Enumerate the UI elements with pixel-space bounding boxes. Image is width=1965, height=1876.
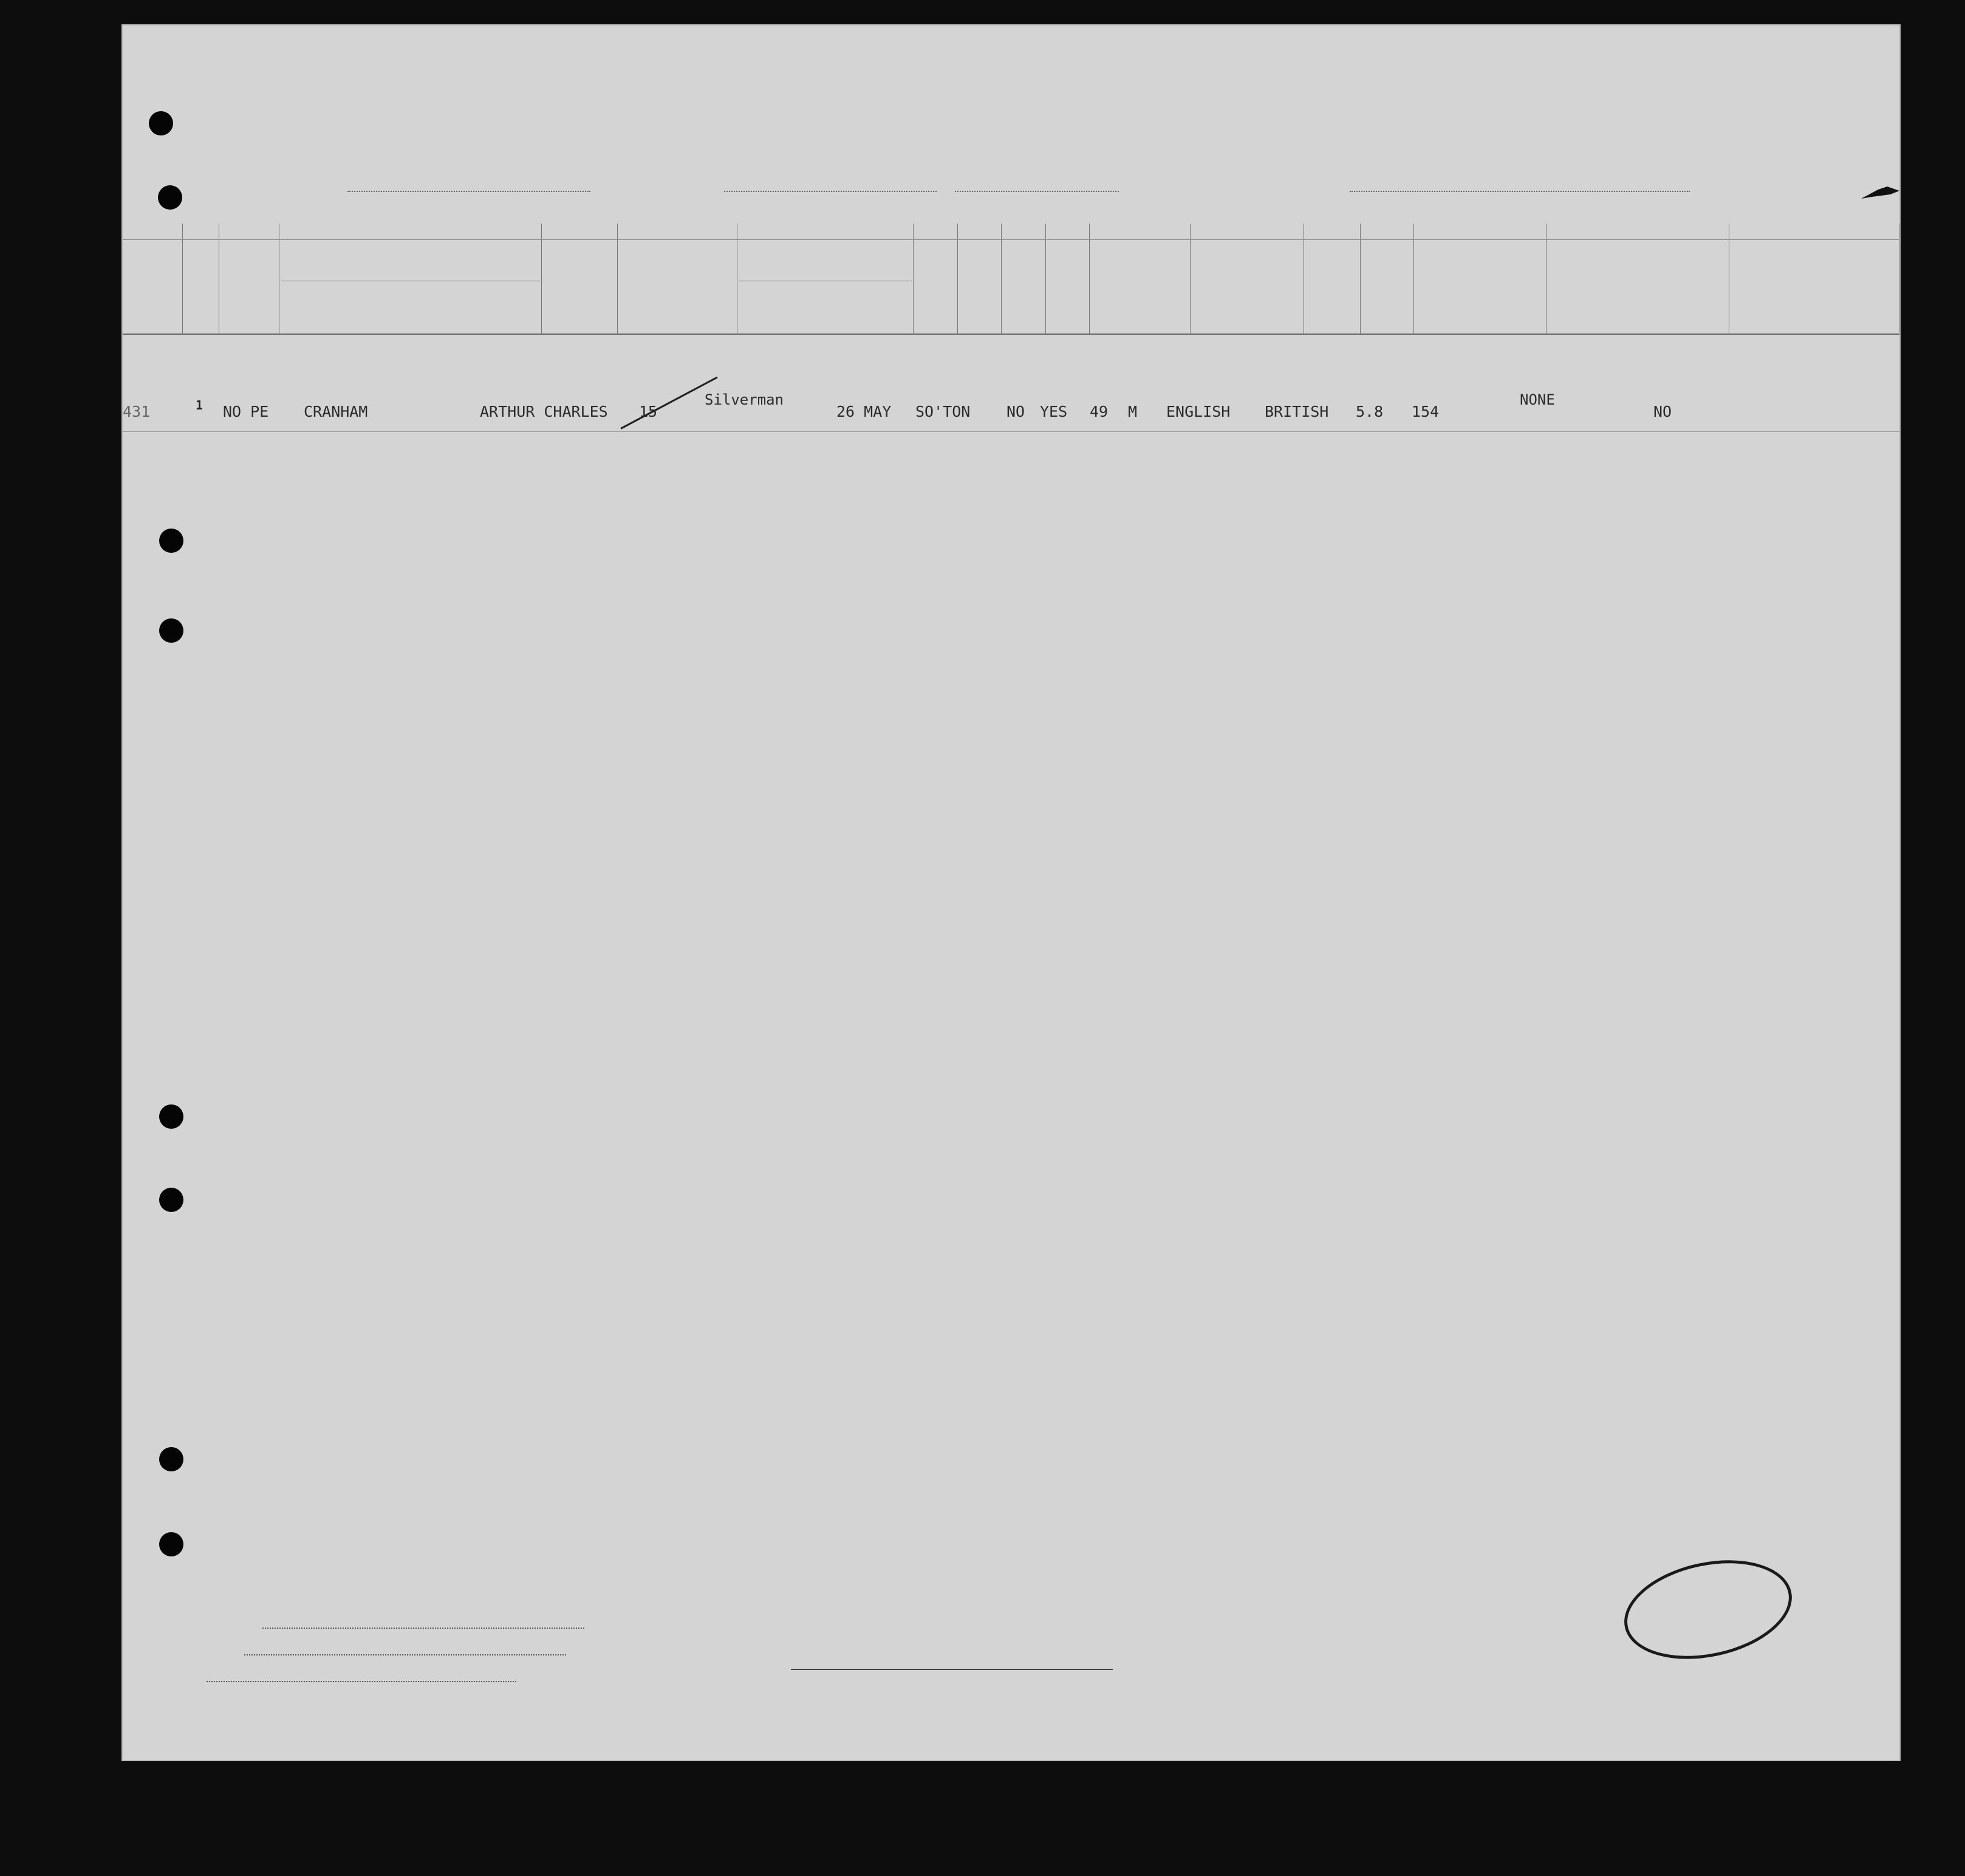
header-name-in-full [279,240,541,335]
header-position [617,240,737,335]
header-shipped-engaged [737,240,913,335]
header-no-on-list [183,240,219,335]
col-num-11 [1090,224,1191,240]
punch-hole [159,618,183,643]
header-inspector-action [1729,240,1899,335]
vessel-name [347,191,590,192]
stamp-office [1620,1554,1780,1588]
col-num-12 [1191,224,1304,240]
footer-fields [202,1612,584,1693]
column-headers [123,224,1899,335]
header-art-no [123,240,183,335]
col-num-6 [737,224,913,240]
column-label-row [123,240,1899,335]
cell-art: 431 [123,403,151,420]
header-age [1002,240,1046,335]
stamp-port [1620,1554,1780,1588]
handwritten-mark [1860,183,1902,202]
header-height [1304,240,1360,335]
cell-age: 49 [1090,403,1109,420]
col-num-9 [1002,224,1046,240]
punch-hole [149,111,173,135]
col-num-7 [913,224,957,240]
cell-when: 26 MAY [836,403,892,420]
col-num-8 [957,224,1002,240]
from-port [1350,191,1690,192]
header-last-voyage [219,240,279,335]
header-length-of-service [542,240,617,335]
col-num-3 [279,224,541,240]
crew-row [123,391,1899,432]
col-num-15 [1414,224,1546,240]
header-race [1090,240,1191,335]
header-name-label [281,275,540,281]
column-number-row [123,224,1899,240]
col-num-2 [219,224,279,240]
cell-race: ENGLISH [1166,403,1231,420]
col-num-14 [1361,224,1414,240]
mercantile-marine-stamp [1615,1546,1801,1674]
col-num-10 [1045,224,1090,240]
header-remarks [1546,240,1729,335]
header-physical-marks [1414,240,1546,335]
signature-line [791,1669,1113,1670]
agents-field [202,1666,584,1693]
header-able-to-read [957,240,1002,335]
cell-family: CRANHAM [304,403,368,420]
line-field [202,1612,584,1639]
punch-hole [159,1104,183,1129]
stamp-date [1620,1554,1780,1588]
cell-wt: 154 [1412,403,1440,420]
cell-rem: NO [1653,403,1672,420]
cell-nat: BRITISH [1265,403,1329,420]
punch-hole [159,1188,183,1212]
cell-pos: Silverman [705,391,784,408]
cell-disch: NO [1006,403,1025,420]
cell-phys: NONE [1520,391,1555,408]
stamp-number [1620,1554,1780,1588]
punch-hole [159,1532,183,1556]
header-sex [1045,240,1090,335]
cell-read: YES [1040,403,1068,420]
arriving-port [724,191,937,192]
cell-crew: NO PE [223,403,269,420]
col-num-16 [1546,224,1729,240]
header-discharged [913,240,957,335]
header-weight [1361,240,1414,335]
cell-no: 1 [196,398,203,413]
service-check-mark [620,377,717,430]
punch-hole [159,529,183,553]
col-num-4 [542,224,617,240]
cell-sex: M [1128,403,1138,420]
manifest-sheet [121,24,1901,1761]
col-num-1 [183,224,219,240]
punch-hole [158,185,182,210]
row-rule [123,431,1899,432]
col-num-5 [617,224,737,240]
vessel-line [287,190,1836,214]
cell-ht: 5.8 [1356,403,1384,420]
col-num-13 [1304,224,1360,240]
col-num-17 [1729,224,1899,240]
owners-field [202,1639,584,1666]
cell-svc: 15 [639,403,658,420]
header-shipped-label [739,275,912,281]
cell-given: ARTHUR CHARLES [480,403,608,420]
punch-hole [159,1447,183,1471]
arrival-month [955,191,1119,192]
cell-where: SO'TON [915,403,971,420]
header-nationality [1191,240,1304,335]
